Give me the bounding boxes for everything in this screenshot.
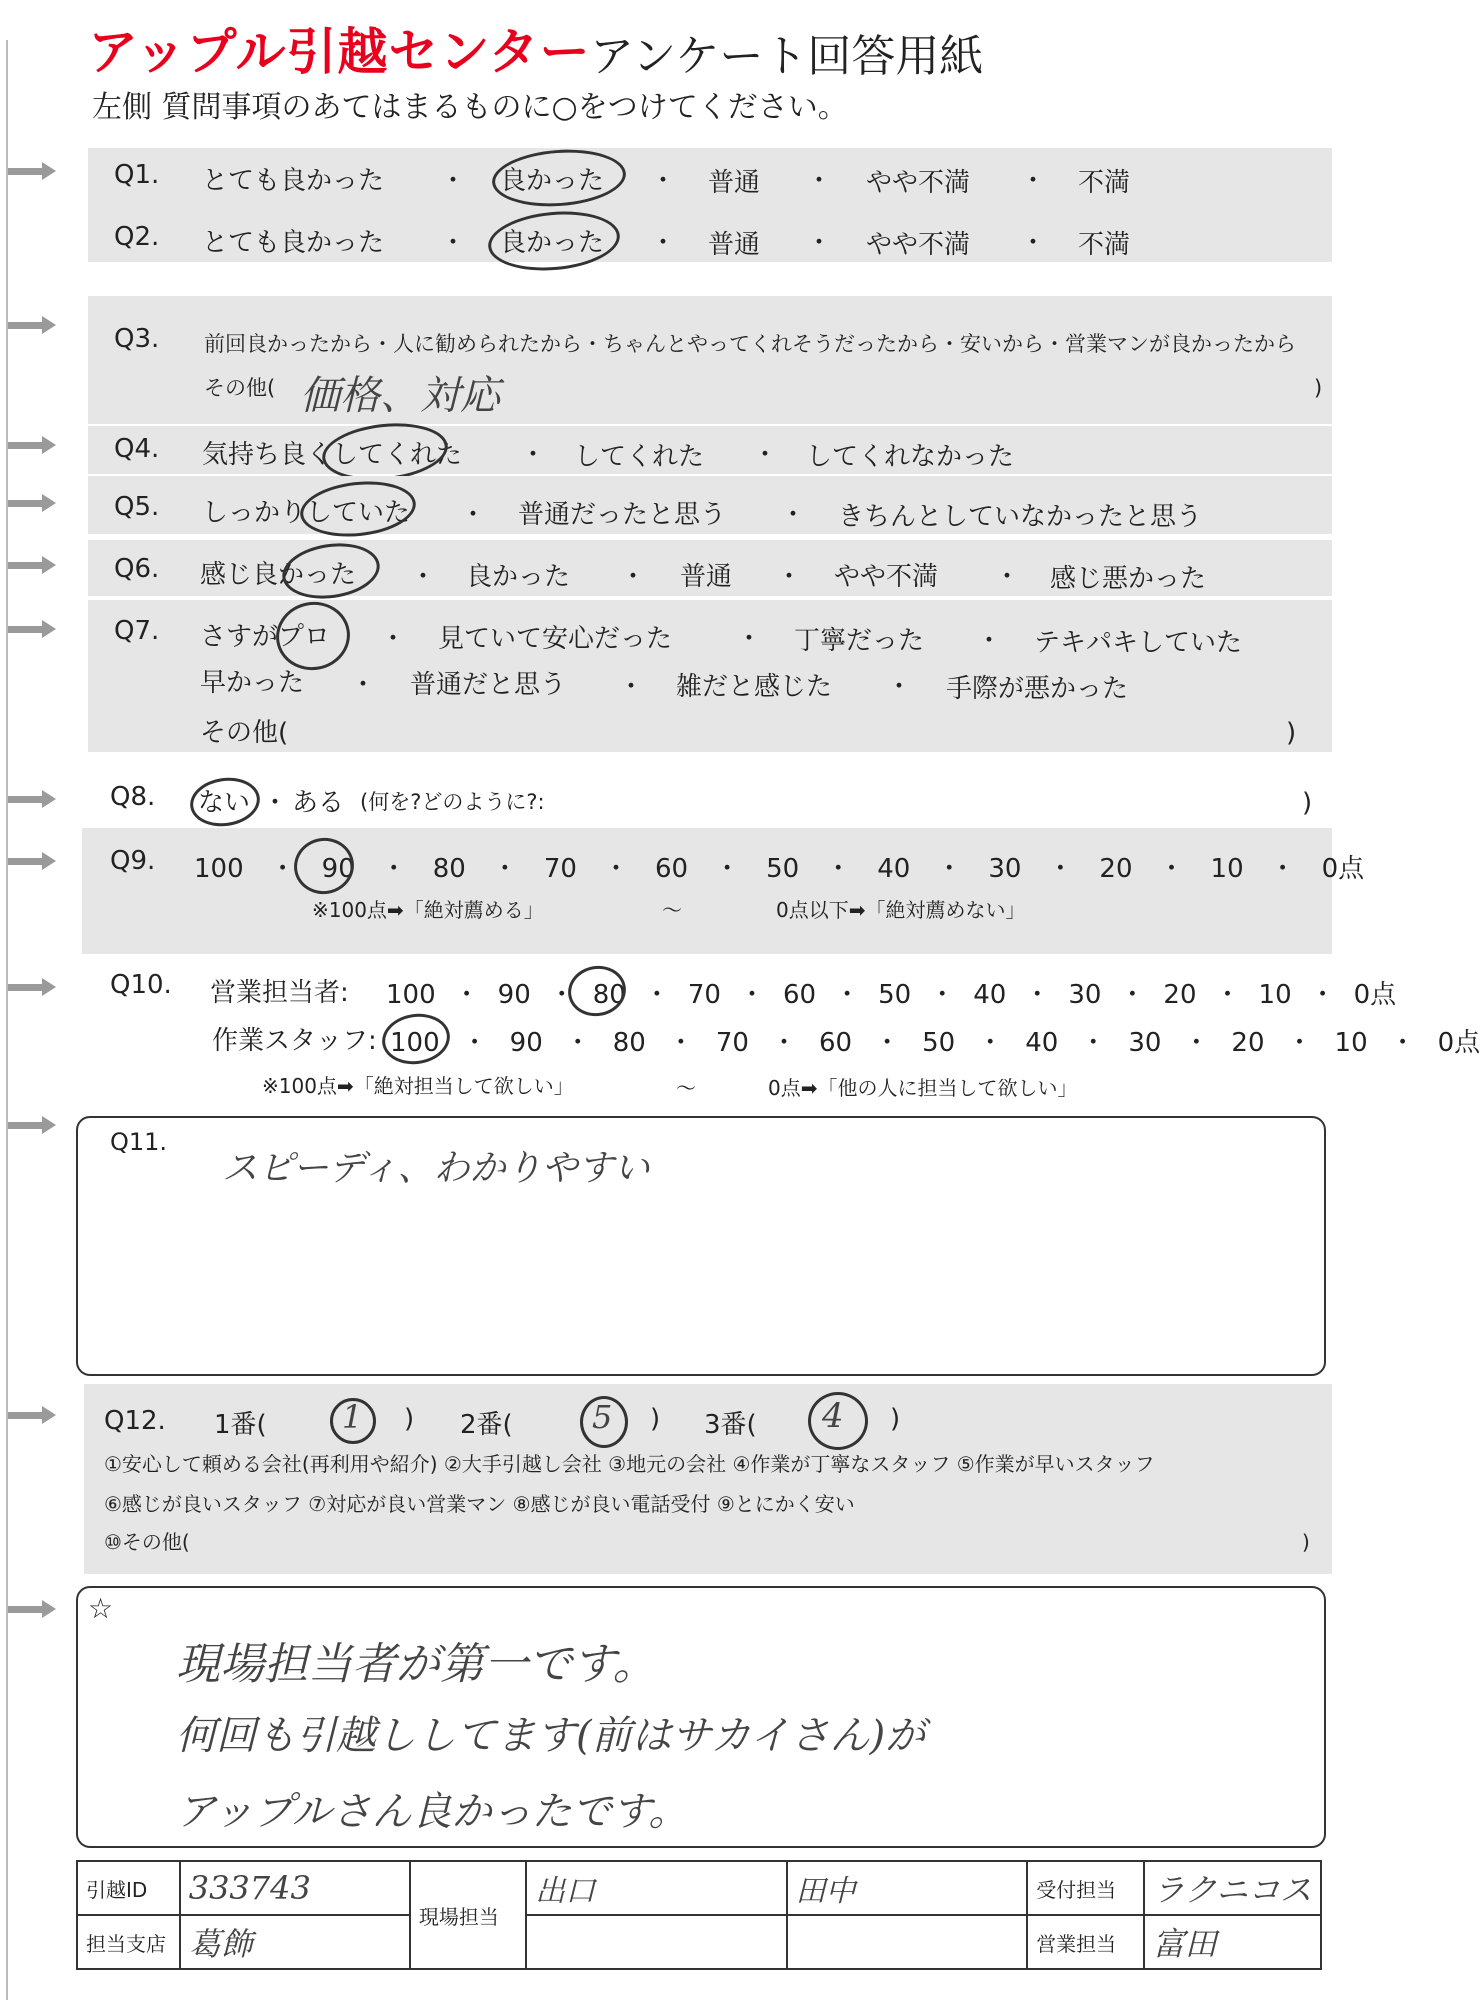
q7-option-3[interactable]: 丁寧だった xyxy=(794,626,925,656)
q9-score[interactable]: 50 xyxy=(766,854,800,884)
reception-value[interactable] xyxy=(1144,1861,1321,1915)
q10-sep: ・ xyxy=(738,980,765,1010)
q3-options[interactable]: 前回良かったから・人に勧められたから・ちゃんとやってくれそうだったから・安いから・営業マンが良かったから xyxy=(204,332,1296,356)
q1-sep: ・ xyxy=(440,166,467,196)
q12-choices-row2: ⑥感じが良いスタッフ ⑦対応が良い営業マン ⑧感じが良い電話受付 ⑨とにかく安い xyxy=(104,1492,855,1516)
q9-note-tilde: 〜 xyxy=(662,898,682,922)
q7-option-4[interactable]: テキパキしていた xyxy=(1034,628,1243,658)
q10-sales-score[interactable]: 40 xyxy=(973,980,1007,1010)
arrow-icon xyxy=(8,978,56,996)
brand-title: アップル引越センター xyxy=(88,23,591,81)
q10-sales-score[interactable]: 80 xyxy=(592,980,626,1010)
q9-score[interactable]: 90 xyxy=(321,854,355,884)
q10-sep: ・ xyxy=(1309,980,1336,1010)
q6-sep: ・ xyxy=(410,562,437,592)
arrow-icon xyxy=(8,1116,56,1134)
q1-option-1[interactable]: とても良かった xyxy=(202,166,385,196)
q8-label: Q8. xyxy=(110,782,156,812)
q10-staff-score[interactable]: 60 xyxy=(818,1028,853,1058)
q6-option-5[interactable]: 感じ悪かった xyxy=(1050,564,1207,594)
q1-option-3[interactable]: 普通 xyxy=(708,168,761,198)
q3-label: Q3. xyxy=(114,324,160,354)
sales-value[interactable] xyxy=(1144,1915,1321,1969)
q10-sales-score[interactable]: 30 xyxy=(1068,980,1102,1010)
q10-staff-score[interactable]: 90 xyxy=(509,1028,543,1058)
q7-option-7[interactable]: 雑だと感じた xyxy=(676,672,833,702)
q9-note-right: 0点以下➡「絶対薦めない」 xyxy=(776,898,1026,922)
arrow-icon xyxy=(8,316,56,334)
q9-score[interactable]: 70 xyxy=(543,854,577,884)
q12-third-close: ) xyxy=(890,1404,901,1434)
q9-score[interactable]: 40 xyxy=(877,854,911,884)
q12-first-label: 1番( xyxy=(214,1410,267,1440)
q8-prompt: (何を?どのように?: xyxy=(360,790,545,814)
q4-option-2[interactable]: してくれた xyxy=(574,442,705,472)
q7-option-1[interactable]: さすがプロ xyxy=(200,622,331,652)
arrow-icon xyxy=(8,436,56,454)
comment-line-3[interactable]: アップルさん良かったです。 xyxy=(176,1789,689,1835)
q3-other-handwritten[interactable]: 価格、対応 xyxy=(300,373,500,419)
q10-sep: ・ xyxy=(461,1028,488,1058)
q3-other-label: その他( xyxy=(204,376,276,400)
q8-sep: ・ xyxy=(262,788,289,818)
q12-second-circle xyxy=(580,1396,628,1448)
q10-sep: ・ xyxy=(548,980,575,1010)
q4-sep: ・ xyxy=(752,440,779,470)
q7-option-6[interactable]: 普通だと思う xyxy=(410,670,567,700)
q10-sep: ・ xyxy=(1389,1028,1416,1058)
q3-other-close: ) xyxy=(1314,376,1323,400)
q11-handwritten-answer[interactable]: スピーディ、わかりやすい xyxy=(222,1148,650,1189)
q10-sep: ・ xyxy=(453,980,480,1010)
q1-option-4[interactable]: やや不満 xyxy=(866,168,971,198)
q7-sep: ・ xyxy=(350,670,377,700)
branch-label: 担当支店 xyxy=(77,1915,180,1969)
arrow-icon xyxy=(8,620,56,638)
instruction-text: 左側 質問事項のあてはまるものに○をつけてください。 xyxy=(92,90,848,125)
q10-staff-label: 作業スタッフ: xyxy=(212,1026,377,1056)
q5-sep: ・ xyxy=(780,500,807,530)
q5-sep: ・ xyxy=(460,500,487,530)
q10-label: Q10. xyxy=(110,970,172,1000)
q10-sep: ・ xyxy=(643,980,670,1010)
q9-sep: ・ xyxy=(714,854,741,884)
q9-score[interactable]: 60 xyxy=(654,854,689,884)
site-staff-blank-2[interactable] xyxy=(787,1915,1028,1969)
comment-line-2[interactable]: 何回も引越ししてます(前はサカイさん)が xyxy=(176,1713,926,1759)
site-staff-blank-1[interactable] xyxy=(526,1915,786,1969)
q1-sep: ・ xyxy=(650,166,677,196)
q7-sep: ・ xyxy=(886,672,913,702)
q10-note-right: 0点➡「他の人に担当して欲しい」 xyxy=(768,1076,1078,1100)
arrow-icon xyxy=(8,556,56,574)
sales-label: 営業担当 xyxy=(1027,1915,1143,1969)
q12-choices-row3: ⑩その他( xyxy=(104,1530,190,1554)
q9-score[interactable]: 100 xyxy=(194,854,244,884)
q9-score[interactable]: 80 xyxy=(432,854,466,884)
q10-sales-score[interactable]: 60 xyxy=(782,980,817,1010)
q8-option-none[interactable]: ない xyxy=(198,788,251,818)
q7-option-8[interactable]: 手際が悪かった xyxy=(946,674,1129,704)
site-staff-value-2[interactable] xyxy=(787,1861,1028,1915)
q4-label: Q4. xyxy=(114,434,160,464)
q10-staff-score[interactable]: 0点 xyxy=(1437,1028,1480,1058)
q10-sales-score[interactable]: 90 xyxy=(497,980,531,1010)
q10-sales-selection-circle xyxy=(564,961,630,1020)
q12-first-value[interactable]: 1 xyxy=(342,1398,363,1436)
q1-sep: ・ xyxy=(806,166,833,196)
q6-option-3[interactable]: 普通 xyxy=(680,562,733,592)
arrow-icon xyxy=(8,494,56,512)
arrow-icon xyxy=(8,852,56,870)
q10-staff-score[interactable]: 50 xyxy=(922,1028,956,1058)
site-staff-handwritten-1: 出口 xyxy=(535,1874,596,1909)
branch-value[interactable] xyxy=(180,1915,410,1969)
q10-sep: ・ xyxy=(770,1028,797,1058)
q10-sep: ・ xyxy=(834,980,861,1010)
q10-sep: ・ xyxy=(667,1028,694,1058)
q10-sep: ・ xyxy=(1080,1028,1107,1058)
left-margin-line xyxy=(6,40,8,2000)
q2-option-1[interactable]: とても良かった xyxy=(202,228,385,258)
q5-option-2[interactable]: 普通だったと思う xyxy=(518,500,727,530)
q10-staff-score[interactable]: 10 xyxy=(1334,1028,1368,1058)
q7-label: Q7. xyxy=(114,616,160,646)
q10-note-tilde: 〜 xyxy=(676,1076,696,1100)
q9-sep: ・ xyxy=(1269,854,1296,884)
q12-second-label: 2番( xyxy=(460,1410,513,1440)
form-subtitle: アンケート回答用紙 xyxy=(590,31,984,82)
q6-sep: ・ xyxy=(994,562,1021,592)
q9-score[interactable]: 30 xyxy=(988,854,1022,884)
q10-staff-score[interactable]: 80 xyxy=(612,1028,646,1058)
q12-third-label: 3番( xyxy=(704,1410,757,1440)
staff-info-table xyxy=(76,1860,1322,1970)
q10-sep: ・ xyxy=(1024,980,1051,1010)
q12-second-value[interactable]: 5 xyxy=(592,1398,613,1436)
q9-sep: ・ xyxy=(825,854,852,884)
q7-option-5[interactable]: 早かった xyxy=(200,668,305,698)
q9-label: Q9. xyxy=(110,846,156,876)
comment-star: ☆ xyxy=(88,1592,114,1625)
q12-choices-row1: ①安心して頼める会社(再利用や紹介) ②大手引越し会社 ③地元の会社 ④作業が丁寧なスタッフ ⑤作業が早いスタッフ xyxy=(104,1452,1155,1476)
branch-handwritten: 葛飾 xyxy=(188,1925,253,1963)
arrow-icon xyxy=(8,1406,56,1424)
q1-label: Q1. xyxy=(114,160,160,190)
arrow-icon xyxy=(8,1600,56,1618)
q10-sep: ・ xyxy=(1214,980,1241,1010)
q7-other-label: その他( xyxy=(200,718,289,748)
q5-option-1[interactable]: しっかりしていた xyxy=(202,498,411,528)
q4-option-3[interactable]: してくれなかった xyxy=(806,442,1015,472)
q10-staff-score-row xyxy=(390,1022,1480,1059)
q9-note-left: ※100点➡「絶対薦める」 xyxy=(312,898,544,922)
q2-sep: ・ xyxy=(650,228,677,258)
site-staff-label: 現場担当 xyxy=(410,1861,526,1969)
q9-band xyxy=(82,828,1332,954)
q5-label: Q5. xyxy=(114,492,160,522)
q9-sep: ・ xyxy=(269,854,296,884)
q4-sep: ・ xyxy=(520,440,547,470)
q6-option-4[interactable]: やや不満 xyxy=(834,562,939,592)
q9-score[interactable]: 20 xyxy=(1099,854,1133,884)
q10-sep: ・ xyxy=(1183,1028,1210,1058)
q10-sales-label: 営業担当者: xyxy=(210,978,349,1008)
q6-option-1[interactable]: 感じ良かった xyxy=(200,560,357,590)
q2-label: Q2. xyxy=(114,222,160,252)
q1-sep: ・ xyxy=(1020,166,1047,196)
q10-staff-score[interactable]: 20 xyxy=(1231,1028,1265,1058)
q9-score-row xyxy=(194,848,1365,885)
q10-staff-score[interactable]: 30 xyxy=(1128,1028,1162,1058)
q9-sep: ・ xyxy=(1158,854,1185,884)
q8-option-some[interactable]: ある xyxy=(292,788,345,818)
q10-sales-score[interactable]: 20 xyxy=(1163,980,1197,1010)
reception-handwritten: ラクニコス xyxy=(1152,1871,1312,1909)
q6-sep: ・ xyxy=(776,562,803,592)
q2-option-5[interactable]: 不満 xyxy=(1078,230,1131,260)
reception-label: 受付担当 xyxy=(1027,1861,1143,1915)
q12-third-circle xyxy=(808,1392,868,1450)
move-id-value[interactable] xyxy=(180,1861,410,1915)
q10-sep: ・ xyxy=(977,1028,1004,1058)
q12-first-close: ) xyxy=(404,1404,415,1434)
q7-sep: ・ xyxy=(976,626,1003,656)
q10-sales-score[interactable]: 100 xyxy=(386,980,436,1010)
q7-sep: ・ xyxy=(380,624,407,654)
arrow-icon xyxy=(8,790,56,808)
q2-sep: ・ xyxy=(440,228,467,258)
comment-line-1[interactable]: 現場担当者が第一です。 xyxy=(176,1639,657,1690)
q9-sep: ・ xyxy=(380,854,407,884)
q2-sep: ・ xyxy=(1020,228,1047,258)
q10-sep: ・ xyxy=(1119,980,1146,1010)
q2-sep: ・ xyxy=(806,228,833,258)
q2-option-2[interactable]: 良かった xyxy=(500,228,605,258)
q12-choices-row3-close: ) xyxy=(1302,1530,1310,1554)
move-id-handwritten: 333743 xyxy=(188,1869,311,1907)
q10-sales-score[interactable]: 10 xyxy=(1258,980,1292,1010)
q12-second-close: ) xyxy=(650,1404,661,1434)
move-id-label: 引越ID xyxy=(77,1861,180,1915)
q10-staff-score[interactable]: 100 xyxy=(390,1028,440,1058)
q9-sep: ・ xyxy=(602,854,629,884)
q10-staff-score[interactable]: 70 xyxy=(715,1028,749,1058)
q12-label: Q12. xyxy=(104,1406,166,1436)
q10-sales-score-row xyxy=(386,974,1396,1011)
q7-other-close: ) xyxy=(1286,718,1297,748)
q9-sep: ・ xyxy=(1047,854,1074,884)
q10-note-left: ※100点➡「絶対担当して欲しい」 xyxy=(262,1074,574,1098)
q9-score[interactable]: 0点 xyxy=(1321,854,1365,884)
q6-label: Q6. xyxy=(114,554,160,584)
q10-sep: ・ xyxy=(564,1028,591,1058)
q10-sales-score[interactable]: 70 xyxy=(687,980,721,1010)
site-staff-handwritten-2: 田中 xyxy=(795,1874,856,1909)
q10-sales-score[interactable]: 0点 xyxy=(1353,980,1397,1010)
q6-option-2[interactable]: 良かった xyxy=(466,562,571,592)
q9-score[interactable]: 10 xyxy=(1210,854,1244,884)
q3-band xyxy=(88,296,1332,424)
q5-option-3[interactable]: きちんとしていなかったと思う xyxy=(838,502,1203,532)
q7-sep: ・ xyxy=(736,624,763,654)
q8-close: ) xyxy=(1302,788,1313,818)
q9-sep: ・ xyxy=(936,854,963,884)
site-staff-value-1[interactable] xyxy=(526,1861,786,1915)
q10-sep: ・ xyxy=(1286,1028,1313,1058)
q10-sep: ・ xyxy=(874,1028,901,1058)
q11-label: Q11. xyxy=(110,1128,168,1156)
q12-first-circle xyxy=(330,1398,376,1444)
q10-sep: ・ xyxy=(929,980,956,1010)
q6-sep: ・ xyxy=(620,562,647,592)
q10-staff-selection-circle xyxy=(379,1010,453,1069)
q2-option-3[interactable]: 普通 xyxy=(708,230,761,260)
q12-third-value[interactable]: 4 xyxy=(822,1396,844,1436)
q9-sep: ・ xyxy=(491,854,518,884)
q7-option-2[interactable]: 見ていて安心だった xyxy=(438,624,673,654)
arrow-icon xyxy=(8,162,56,180)
sales-handwritten: 富田 xyxy=(1152,1925,1217,1963)
q4-option-1[interactable]: 気持ち良くしてくれた xyxy=(202,440,463,470)
q1-option-5[interactable]: 不満 xyxy=(1078,168,1131,198)
q1-option-2[interactable]: 良かった xyxy=(500,166,605,196)
q2-option-4[interactable]: やや不満 xyxy=(866,230,971,260)
q10-staff-score[interactable]: 40 xyxy=(1025,1028,1059,1058)
q10-sales-score[interactable]: 50 xyxy=(878,980,912,1010)
q7-sep: ・ xyxy=(618,672,645,702)
